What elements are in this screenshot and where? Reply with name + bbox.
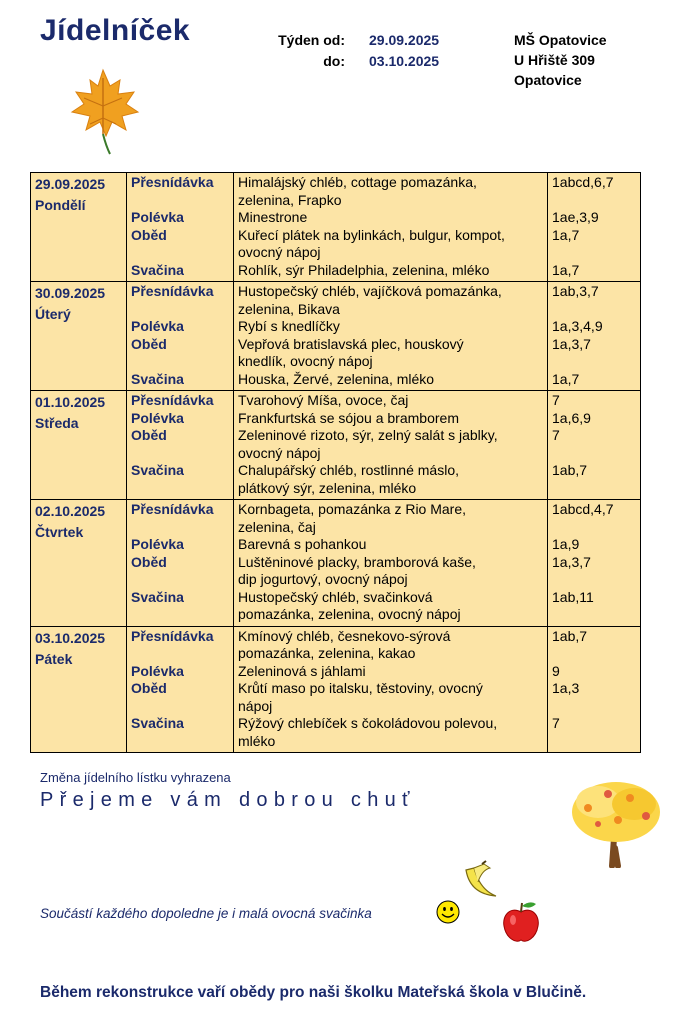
- allergens-cell: [548, 626, 641, 753]
- meal-description-cell: [234, 500, 548, 627]
- day-name: Pátek: [35, 650, 73, 667]
- day-cell: [31, 391, 127, 500]
- meal-line: plátkový sýr, zelenina, mléko: [238, 479, 417, 496]
- fruit-snack-note: Součástí každého dopoledne je i malá ovocná svačinka: [40, 906, 372, 921]
- day-date: 29.09.2025: [35, 176, 106, 192]
- allergen-codes: 1a,7: [552, 370, 580, 387]
- meal-type: Polévka: [131, 662, 184, 679]
- meal-line: Houska, Žervé, zelenina, mléko: [238, 370, 435, 387]
- meal-line: Chalupářský chléb, rostlinné máslo,: [238, 462, 459, 478]
- meal-line: Barevná s pohankou: [238, 536, 367, 552]
- school-city: Opatovice: [514, 72, 582, 88]
- meal-type: Svačina: [131, 462, 184, 478]
- day-name: Čtvrtek: [35, 524, 84, 540]
- meal-description-cell: [234, 282, 548, 391]
- meal-type: Přesnídávka: [131, 627, 214, 644]
- meal-type: Polévka: [131, 209, 184, 225]
- allergen-codes: 1a,3,7: [552, 335, 591, 352]
- week-to-date: 03.10.2025: [369, 53, 440, 69]
- meal-line: Hustopečský chléb, svačinková: [238, 588, 433, 605]
- meal-type: Polévka: [131, 318, 184, 334]
- change-notice: Změna jídelního lístku vyhrazena: [40, 770, 231, 785]
- allergen-codes: 1a,7: [552, 261, 580, 278]
- allergens-cell: [548, 282, 641, 391]
- page-title: Jídelníček: [40, 14, 191, 47]
- maple-leaf-icon: [66, 66, 140, 158]
- meal-type: Přesnídávka: [131, 283, 214, 299]
- week-from-date: 29.09.2025: [369, 32, 440, 48]
- allergen-codes: 1a,9: [552, 536, 580, 552]
- day-cell: [31, 500, 127, 627]
- meal-type: Svačina: [131, 370, 184, 387]
- meal-line: Tvarohový Míša, ovoce, čaj: [238, 392, 409, 408]
- allergen-codes: 7: [552, 392, 560, 408]
- meal-type: Přesnídávka: [131, 392, 214, 408]
- meal-line: Zeleninové rizoto, sýr, zelný salát s jablky,: [238, 427, 498, 443]
- meal-line: Zeleninová s jáhlami: [238, 662, 366, 679]
- meal-line: mléko: [238, 732, 276, 749]
- meal-line: zelenina, Bikava: [238, 300, 340, 317]
- allergen-codes: 1ab,7: [552, 627, 588, 644]
- allergen-codes: 9: [552, 662, 560, 679]
- day-date: 30.09.2025: [35, 285, 106, 301]
- meal-line: Frankfurtská se sójou a bramborem: [238, 409, 459, 426]
- day-cell: [31, 626, 127, 753]
- allergen-codes: 1a,7: [552, 226, 580, 243]
- school-address: [514, 30, 607, 90]
- meal-description-cell: [234, 173, 548, 282]
- allergens-cell: [548, 173, 641, 282]
- meal-description-cell: [234, 391, 548, 500]
- meal-type-cell: [127, 626, 234, 753]
- meal-type-cell: [127, 391, 234, 500]
- meal-line: Rýžový chlebíček s čokoládovou polevou,: [238, 715, 498, 731]
- meal-type: Svačina: [131, 588, 184, 605]
- day-row: [31, 626, 641, 753]
- meal-line: nápoj: [238, 697, 273, 714]
- day-row: [31, 500, 641, 627]
- meal-type: Oběd: [131, 226, 167, 243]
- meal-type: Oběd: [131, 335, 167, 352]
- meal-line: Rohlík, sýr Philadelphia, zelenina, mléko: [238, 261, 490, 278]
- meal-line: zelenina, Frapko: [238, 191, 342, 208]
- day-row: [31, 173, 641, 282]
- allergen-codes: 7: [552, 715, 560, 731]
- allergen-codes: 1abcd,6,7: [552, 174, 614, 190]
- meal-line: Luštěninové placky, bramborová kaše,: [238, 553, 476, 570]
- meal-line: Himalájský chléb, cottage pomazánka,: [238, 174, 477, 190]
- meal-line: Vepřová bratislavská plec, houskový: [238, 335, 464, 352]
- bon-appetit: Přejeme vám dobrou chuť: [40, 789, 416, 811]
- allergen-codes: 1abcd,4,7: [552, 501, 614, 517]
- allergen-codes: 1ab,7: [552, 462, 588, 478]
- allergen-codes: 1ab,3,7: [552, 283, 599, 299]
- meal-type-cell: [127, 173, 234, 282]
- day-name: Pondělí: [35, 197, 86, 213]
- meal-type: Polévka: [131, 409, 184, 426]
- allergens-cell: [548, 500, 641, 627]
- meal-type: Oběd: [131, 553, 167, 570]
- day-row: [31, 391, 641, 500]
- day-date: 03.10.2025: [35, 629, 106, 646]
- meal-line: Kmínový chléb, česnekovo-sýrová: [238, 627, 451, 644]
- meal-line: Kornbageta, pomazánka z Rio Mare,: [238, 501, 467, 517]
- meal-type-cell: [127, 282, 234, 391]
- meal-line: ovocný nápoj: [238, 444, 321, 461]
- allergen-codes: 1ab,11: [552, 588, 594, 605]
- meal-line: Minestrone: [238, 209, 308, 225]
- meal-type: Oběd: [131, 427, 167, 443]
- day-name: Úterý: [35, 306, 71, 322]
- allergen-codes: 1a,3,4,9: [552, 318, 603, 334]
- week-range: [270, 30, 439, 72]
- meal-type: Svačina: [131, 261, 184, 278]
- meal-line: pomazánka, zelenina, ovocný nápoj: [238, 606, 461, 622]
- meal-line: Hustopečský chléb, vajíčková pomazánka,: [238, 283, 502, 299]
- allergens-cell: [548, 391, 641, 500]
- footer-note: Během rekonstrukce vaří obědy pro naši školku Mateřská škola v Blučině.: [40, 984, 587, 1001]
- day-date: 01.10.2025: [35, 394, 106, 410]
- allergen-codes: 1a,3,7: [552, 553, 591, 570]
- week-to-label: do:: [323, 53, 345, 69]
- menu-table: [30, 172, 641, 753]
- meal-line: Kuřecí plátek na bylinkách, bulgur, kompot,: [238, 226, 505, 243]
- allergen-codes: 7: [552, 427, 560, 443]
- allergen-codes: 1a,6,9: [552, 409, 591, 426]
- meal-line: zelenina, čaj: [238, 518, 316, 535]
- meal-line: ovocný nápoj: [238, 244, 321, 260]
- meal-line: knedlík, ovocný nápoj: [238, 353, 373, 369]
- banana-icon: [460, 860, 502, 900]
- meal-line: pomazánka, zelenina, kakao: [238, 645, 416, 661]
- school-name: MŠ Opatovice: [514, 32, 607, 48]
- allergen-codes: 1ae,3,9: [552, 209, 599, 225]
- school-street: U Hřiště 309: [514, 52, 595, 68]
- meal-type: Svačina: [131, 715, 184, 731]
- meal-line: Rybí s knedlíčky: [238, 318, 340, 334]
- meal-type: Přesnídávka: [131, 501, 214, 517]
- autumn-tree-icon: [568, 778, 666, 868]
- apple-icon: [500, 900, 542, 944]
- smiley-icon: [436, 900, 460, 924]
- meal-line: dip jogurtový, ovocný nápoj: [238, 571, 408, 587]
- meal-description-cell: [234, 626, 548, 753]
- meal-type: Přesnídávka: [131, 174, 214, 190]
- day-cell: [31, 282, 127, 391]
- meal-type: Polévka: [131, 536, 184, 552]
- meal-type-cell: [127, 500, 234, 627]
- meal-line: Krůtí maso po italsku, těstoviny, ovocný: [238, 680, 483, 696]
- day-cell: [31, 173, 127, 282]
- day-date: 02.10.2025: [35, 503, 106, 519]
- day-name: Středa: [35, 415, 79, 431]
- day-row: [31, 282, 641, 391]
- week-from-label: Týden od:: [278, 32, 345, 48]
- allergen-codes: 1a,3: [552, 680, 580, 696]
- meal-type: Oběd: [131, 680, 167, 696]
